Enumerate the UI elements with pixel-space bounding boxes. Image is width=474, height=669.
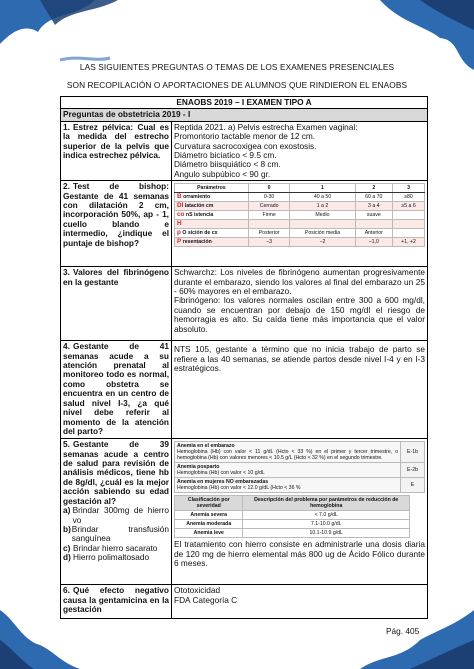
bishop-header-cell: 2 bbox=[355, 184, 393, 193]
severity-table bbox=[174, 495, 410, 538]
question-number: 3. bbox=[63, 267, 70, 278]
anemia-description: Hemoglobina (Hb) con valor < 10 g/dL bbox=[177, 470, 265, 477]
question-number: 6. bbox=[63, 585, 70, 596]
question-row-2 bbox=[61, 181, 428, 267]
answer-paragraph: Fibrinógeno: los valores normales oscilan entre 300 a 600 mg/dl, cuando se encuentran por debajo de 150 mg/dl el riesgo de hemorragia es alto. Su caída tiene más importancia que el valor absoluto. bbox=[174, 295, 425, 334]
bishop-cell: −1,0 bbox=[355, 238, 393, 247]
answer-line: Reptida 2021. a) Pelvis estrecha Examen vaginal: bbox=[174, 121, 358, 132]
bishop-cell bbox=[290, 220, 355, 229]
bishop-cell: ≥80 bbox=[393, 193, 425, 202]
bishop-cell: suave bbox=[355, 211, 393, 220]
option-d: d) Hierro polimaltosado bbox=[63, 552, 150, 563]
anemia-description: Hemoglobina (Hb) con valor < 11 g/dL (Hcto < 33 %) en el primer y tercer trimestre, o hemoglobina (Hb) con valores menores < 10.5 g/L (Hcto < 32 %) en el segundo trimestre. bbox=[177, 449, 398, 462]
answer-paragraph: Schwarchz: Los niveles de fibrinógeno aumentan progresivamente durante el embarazo, siendo los valores al final del embarazo un 25 - 60% mayores en el embarazo. bbox=[174, 267, 425, 297]
option-b: b) Brindar transfusión sanguínea bbox=[63, 523, 169, 544]
severity-range: < 7.0 g/dL bbox=[243, 511, 409, 520]
option-c: c) Brindar hierro sacarato bbox=[63, 542, 158, 553]
bishop-param: DI latación cm bbox=[175, 202, 249, 211]
bishop-cell bbox=[355, 220, 393, 229]
answer-line: Ototoxicidad bbox=[174, 585, 221, 596]
answer-line: FDA Categoría C bbox=[174, 594, 238, 605]
bishop-cell: −3 bbox=[248, 238, 290, 247]
question-cell bbox=[61, 121, 172, 180]
anemia-row bbox=[175, 478, 425, 493]
bishop-cell: ≥5 a 6 bbox=[393, 202, 425, 211]
exam-title: ENAOBS 2019 – I EXAMEN TIPO A bbox=[61, 97, 428, 109]
bishop-cell: Medio bbox=[290, 211, 355, 220]
bishop-cell: +1, +2 bbox=[393, 238, 425, 247]
answer-paragraph: NTS 105, gestante a término que no inicia trabajo de parto se refiere a las 40 semanas, se atiende partos desde nivel I-4 y en I-3 estratégicos. bbox=[174, 344, 425, 374]
question-cell bbox=[61, 267, 172, 341]
bishop-header-cell: 3 bbox=[393, 184, 425, 193]
bishop-cell: 1 a 2 bbox=[290, 202, 355, 211]
bishop-header-cell: 0 bbox=[248, 184, 290, 193]
question-cell bbox=[61, 439, 172, 585]
severity-row bbox=[175, 511, 410, 520]
bishop-row bbox=[175, 220, 425, 229]
question-text: Gestante de 39 semanas acude a centro de salud para revisión de análisis médicos, tiene hb de 8g/dl, ¿cuál es la mejor acción sabiendo su edad gestación al? bbox=[63, 439, 169, 506]
anemia-table bbox=[174, 441, 425, 493]
anemia-code: E-2b bbox=[401, 463, 425, 478]
question-text: Valores del fibrinógeno en la gestante bbox=[63, 267, 169, 287]
answer-paragraph: El tratamiento con hierro consiste en administrarle una dosis diaria de 120 mg de hierro elemental más 800 ug de Ácido Fólico durante 6 meses. bbox=[174, 539, 425, 569]
severity-range: 7.1-10.0 g/dL bbox=[243, 520, 409, 529]
page-number: Pág. 405 bbox=[386, 626, 420, 636]
answer-line: Angulo subpúbico < 90 gr. bbox=[174, 168, 271, 179]
bishop-row bbox=[175, 202, 425, 211]
answer-cell bbox=[172, 439, 428, 585]
bishop-table bbox=[174, 183, 425, 247]
answer-line: Curvatura sacrocoxigea con exostosis. bbox=[174, 140, 317, 151]
bishop-cell: 3 a 4 bbox=[355, 202, 393, 211]
bishop-row bbox=[175, 211, 425, 220]
bishop-header-cell: Parámetros bbox=[175, 184, 249, 193]
anemia-category: Anemia en el embarazo bbox=[177, 443, 235, 450]
answer-cell bbox=[172, 585, 428, 619]
bishop-header-row bbox=[175, 184, 425, 193]
question-text: Estrez pélvica: Cual es la medida del estrecho superior de la pelvis que indica estrechez pélvica. bbox=[63, 121, 169, 161]
bishop-cell: −2 bbox=[290, 238, 355, 247]
header-line-2: SON RECOPILACIÓN O APORTACIONES DE ALUMNOS QUE RINDIERON EL ENAOBS bbox=[66, 80, 408, 90]
question-number: 1. bbox=[63, 121, 70, 132]
question-cell bbox=[61, 181, 172, 267]
answer-line: Promontorio tactable menor de 12 cm. bbox=[174, 131, 316, 142]
severity-header-row bbox=[175, 496, 410, 511]
severity-row bbox=[175, 520, 410, 529]
question-row-5 bbox=[61, 439, 428, 585]
bishop-row bbox=[175, 193, 425, 202]
answer-cell bbox=[172, 181, 428, 267]
severity-row bbox=[175, 529, 410, 538]
anemia-row bbox=[175, 463, 425, 478]
bishop-cell: Cerrado bbox=[248, 202, 290, 211]
bishop-cell: 0-30 bbox=[248, 193, 290, 202]
question-row-1 bbox=[61, 121, 428, 180]
question-row-4 bbox=[61, 341, 428, 439]
bishop-cell: Anterior bbox=[355, 229, 393, 238]
bishop-cell: Firme bbox=[248, 211, 290, 220]
bishop-cell: 60 a 70 bbox=[355, 193, 393, 202]
answer-cell bbox=[172, 341, 428, 439]
bishop-param: P resentación bbox=[175, 238, 249, 247]
bishop-cell bbox=[393, 220, 425, 229]
answer-cell bbox=[172, 267, 428, 341]
exam-table bbox=[60, 96, 428, 619]
exam-subtitle: Preguntas de obstetricia 2019 - I bbox=[61, 109, 428, 121]
bishop-param: H bbox=[175, 220, 249, 229]
bishop-header-cell: 1 bbox=[290, 184, 355, 193]
anemia-description: Hemoglobina (Hb) con valor < 12.0 g/dL (Hcto < 36 % bbox=[177, 485, 301, 492]
anemia-code: E bbox=[401, 478, 425, 493]
anemia-category: Anemia en mujeres NO embarazadas bbox=[177, 479, 269, 486]
bishop-cell: 40 a 50 bbox=[290, 193, 355, 202]
question-cell bbox=[61, 341, 172, 439]
header-line-1: LAS SIGUIENTES PREGUNTAS O TEMAS DE LOS EXAMENES PRESENCIALES bbox=[79, 62, 395, 72]
severity-range: 10.1-10.9 g/dL bbox=[243, 529, 409, 538]
question-number: 2. bbox=[63, 181, 70, 192]
bishop-row bbox=[175, 238, 425, 247]
question-row-3 bbox=[61, 267, 428, 341]
bishop-cell: Posición media bbox=[290, 229, 355, 238]
question-cell bbox=[61, 585, 172, 619]
anemia-row bbox=[175, 442, 425, 463]
question-text: Gestante de 41 semanas acude a su atención prenatal al monitoreo todo es normal, como obstetra se encuentra en un centro de salud nivel I-3, ¿a qué nivel debe referir al momento de la atención del parto? bbox=[63, 341, 169, 436]
severity-level: Anemia moderada bbox=[175, 520, 243, 529]
option-a: a) Brindar 300mg de hierro vo bbox=[63, 505, 169, 525]
answer-cell bbox=[172, 121, 428, 180]
bishop-param: p O sición de cx bbox=[175, 229, 249, 238]
answer-line: Diámetro biisquiático < 8 cm. bbox=[174, 159, 281, 170]
anemia-code: E-1b bbox=[401, 442, 425, 463]
bishop-cell bbox=[393, 229, 425, 238]
severity-header-cell: Clasificación por severidad bbox=[175, 496, 243, 511]
severity-level: Anemia leve bbox=[175, 529, 243, 538]
bishop-param: B orramiento bbox=[175, 193, 249, 202]
bishop-cell bbox=[393, 211, 425, 220]
question-row-6 bbox=[61, 585, 428, 619]
question-text: Qué efecto negativo causa la gentamicina en la gestación bbox=[63, 585, 169, 615]
answer-line: Diámetro biciatico < 9.5 cm. bbox=[174, 150, 277, 161]
question-number: 5. bbox=[63, 439, 70, 450]
anemia-category: Anemia posparto bbox=[177, 464, 220, 471]
question-text: Test de bishop: Gestante de 41 semanas con dilatación 2 cm, incorporación 50%, ap - 1, cuello blando e intermedio, ¿indique el puntaje de bishop? bbox=[63, 181, 169, 248]
severity-header-cell: Descripción del problema por parámetros de reducción de hemoglobina bbox=[243, 496, 409, 511]
bishop-row bbox=[175, 229, 425, 238]
bishop-param: co nS istencia bbox=[175, 211, 249, 220]
bishop-cell: Posterior bbox=[248, 229, 290, 238]
bishop-cell bbox=[248, 220, 290, 229]
severity-level: Anemia severa bbox=[175, 511, 243, 520]
question-number: 4. bbox=[63, 341, 70, 352]
